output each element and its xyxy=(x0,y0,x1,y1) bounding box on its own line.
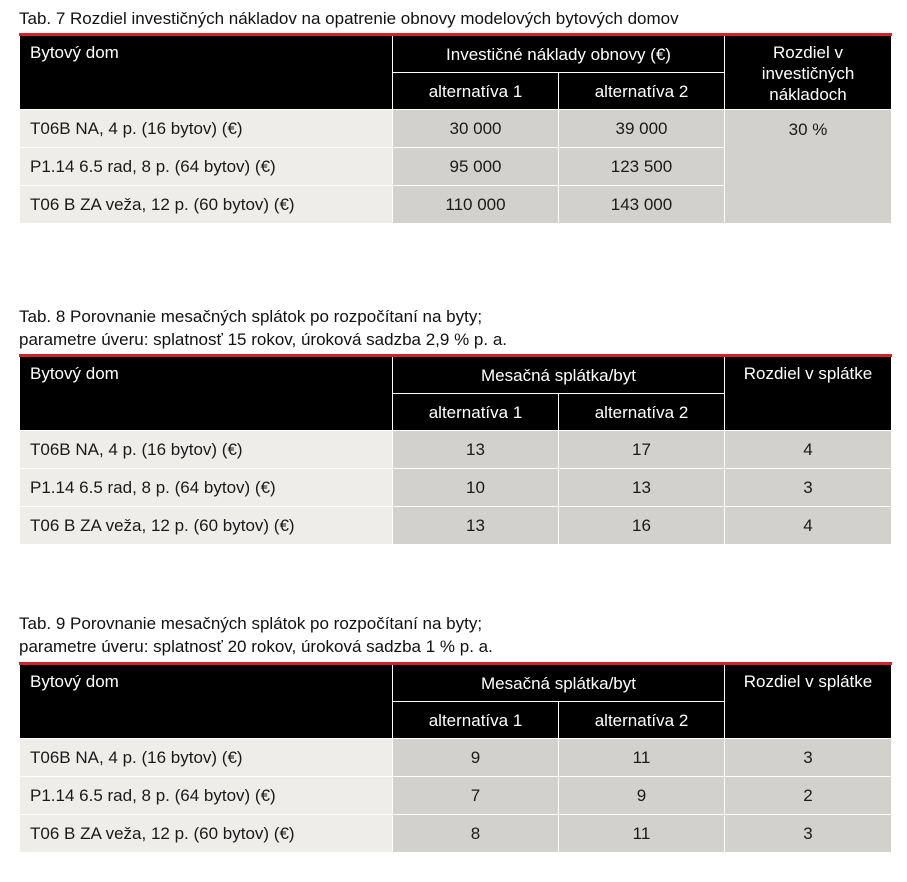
header-alt1: alternatíva 1 xyxy=(393,73,559,110)
alt1-value: 30 000 xyxy=(393,110,559,148)
alt1-value: 10 xyxy=(393,469,559,507)
caption-line: parametre úveru: splatnosť 15 rokov, úroková sadzba 2,9 % p. a. xyxy=(19,330,507,349)
header-group-label: Mesačná splátka/byt xyxy=(393,664,725,702)
diff-value: 2 xyxy=(725,777,892,815)
row-name: P1.14 6.5 rad, 8 p. (64 bytov) (€) xyxy=(20,148,393,186)
caption-line: Tab. 8 Porovnanie mesačných splátok po rozpočítaní na byty; xyxy=(19,307,483,326)
alt1-value: 13 xyxy=(393,507,559,545)
alt2-value: 11 xyxy=(559,815,725,853)
caption-line: parametre úveru: splatnosť 20 rokov, úroková sadzba 1 % p. a. xyxy=(19,637,493,656)
diff-value: 4 xyxy=(725,431,892,469)
table-row xyxy=(20,469,892,507)
table-row xyxy=(20,777,892,815)
alt2-value: 11 xyxy=(559,739,725,777)
row-name: T06B NA, 4 p. (16 bytov) (€) xyxy=(20,110,393,148)
alt2-value: 39 000 xyxy=(559,110,725,148)
table-7-caption xyxy=(19,7,899,30)
header-alt2: alternatíva 2 xyxy=(559,394,725,431)
table-8 xyxy=(19,354,892,545)
header-row-label: Bytový dom xyxy=(20,664,393,739)
header-group-label: Mesačná splátka/byt xyxy=(393,356,725,394)
alt1-value: 7 xyxy=(393,777,559,815)
header-alt2: alternatíva 2 xyxy=(559,73,725,110)
caption-line: Tab. 7 Rozdiel investičných nákladov na opatrenie obnovy modelových bytových domov xyxy=(19,9,679,28)
table-row xyxy=(20,431,892,469)
alt2-value: 16 xyxy=(559,507,725,545)
alt2-value: 9 xyxy=(559,777,725,815)
alt2-value: 123 500 xyxy=(559,148,725,186)
caption-line: Tab. 9 Porovnanie mesačných splátok po rozpočítaní na byty; xyxy=(19,614,483,633)
table-7 xyxy=(19,33,892,224)
header-group-label: Investičné náklady obnovy (€) xyxy=(393,35,725,73)
alt1-value: 110 000 xyxy=(393,186,559,224)
table-row xyxy=(20,507,892,545)
header-row-label: Bytový dom xyxy=(20,35,393,110)
alt1-value: 9 xyxy=(393,739,559,777)
diff-value: 3 xyxy=(725,469,892,507)
header-diff-label: Rozdiel v splátke xyxy=(725,356,892,431)
alt2-value: 17 xyxy=(559,431,725,469)
row-name: T06B NA, 4 p. (16 bytov) (€) xyxy=(20,431,393,469)
row-name: T06 B ZA veža, 12 p. (60 bytov) (€) xyxy=(20,507,393,545)
header-diff-label: Rozdiel v splátke xyxy=(725,664,892,739)
row-name: P1.14 6.5 rad, 8 p. (64 bytov) (€) xyxy=(20,469,393,507)
row-name: T06 B ZA veža, 12 p. (60 bytov) (€) xyxy=(20,186,393,224)
alt1-value: 13 xyxy=(393,431,559,469)
alt1-value: 8 xyxy=(393,815,559,853)
alt2-value: 13 xyxy=(559,469,725,507)
table-row xyxy=(20,110,892,148)
diff-value: 4 xyxy=(725,507,892,545)
header-alt2: alternatíva 2 xyxy=(559,702,725,739)
table-row xyxy=(20,739,892,777)
diff-value: 3 xyxy=(725,815,892,853)
header-diff-text: Rozdiel v investičných nákladoch xyxy=(761,43,855,104)
row-name: T06 B ZA veža, 12 p. (60 bytov) (€) xyxy=(20,815,393,853)
header-alt1: alternatíva 1 xyxy=(393,394,559,431)
table-9-caption xyxy=(19,612,899,658)
header-diff-label xyxy=(725,35,892,110)
alt1-value: 95 000 xyxy=(393,148,559,186)
header-alt1: alternatíva 1 xyxy=(393,702,559,739)
row-name: T06B NA, 4 p. (16 bytov) (€) xyxy=(20,739,393,777)
table-row xyxy=(20,815,892,853)
table-8-caption xyxy=(19,305,899,351)
table-9 xyxy=(19,662,892,853)
merged-diff-value: 30 % xyxy=(725,110,892,224)
row-name: P1.14 6.5 rad, 8 p. (64 bytov) (€) xyxy=(20,777,393,815)
header-row-label: Bytový dom xyxy=(20,356,393,431)
diff-value: 3 xyxy=(725,739,892,777)
alt2-value: 143 000 xyxy=(559,186,725,224)
